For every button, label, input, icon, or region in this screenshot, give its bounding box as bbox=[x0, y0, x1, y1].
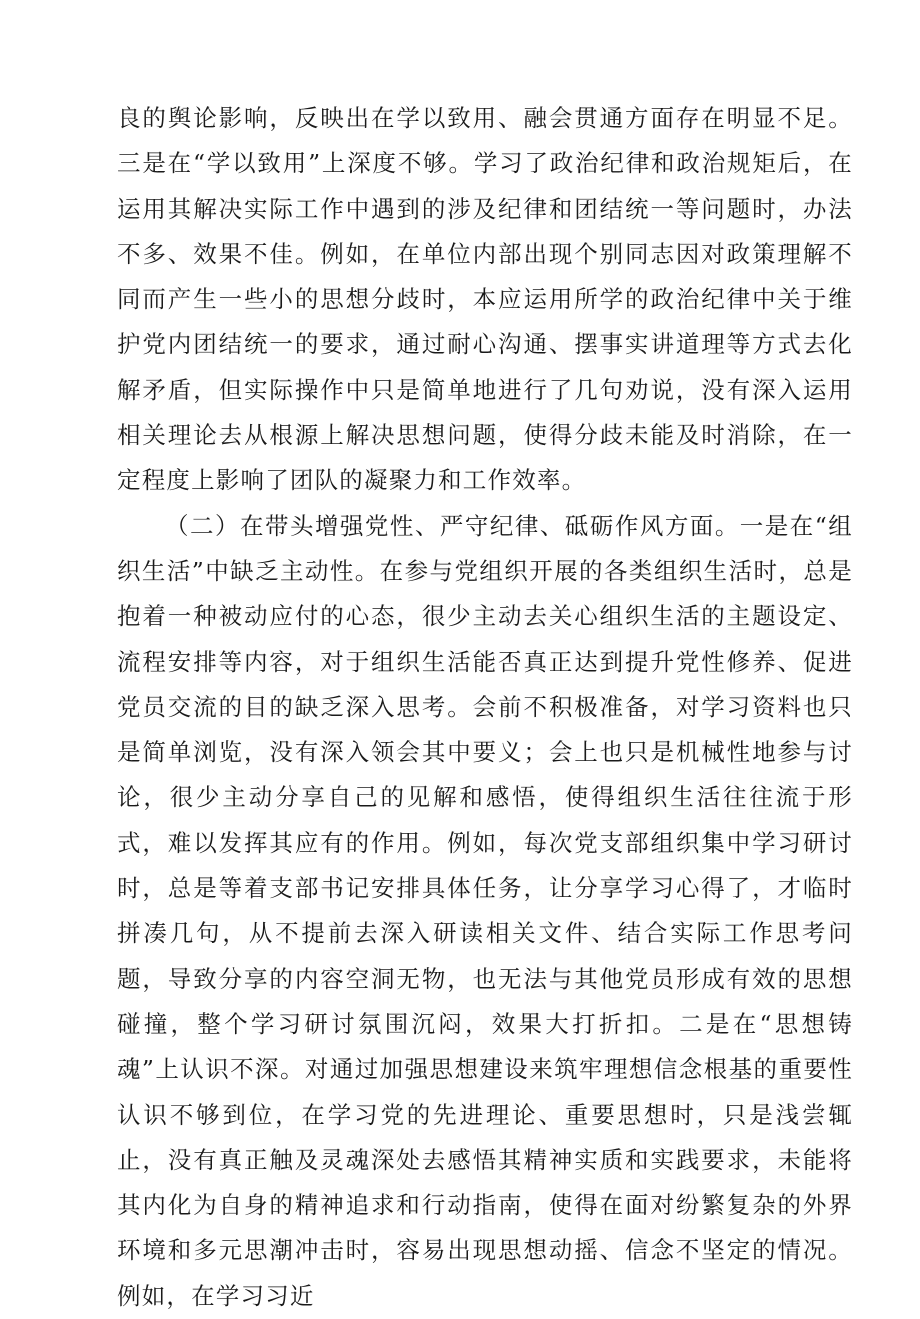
paragraph-section-two: （二）在带头增强党性、严守纪律、砥砺作风方面。一是在“组织生活”中缺乏主动性。在参与党组织开展的各类组织生活时，总是抱着一种被动应付的心态，很少主动去关心组织生活的主题设定、流程安排等内容，对于组织生活能否真正达到提升党性修养、促进党员交流的目的缺乏深入思考。会前不积极准备，对学习资料也只是简单浏览，没有深入领会其中要义；会上也只是机械性地参与讨论，很少主动分享自己的见解和感悟，使得组织生活往往流于形式，难以发挥其应有的作用。例如，每次党支部组织集中学习研讨时，总是等着支部书记安排具体任务，让分享学习心得了，才临时拼凑几句，从不提前去深入研读相关文件、结合实际工作思考问题，导致分享的内容空洞无物，也无法与其他党员形成有效的思想碰撞，整个学习研讨氛围沉闷，效果大打折扣。二是在“思想铸魂”上认识不深。对通过加强思想建设来筑牢理想信念根基的重要性认识不够到位，在学习党的先进理论、重要思想时，只是浅尝辄止，没有真正触及灵魂深处去感悟其精神实质和实践要求，未能将其内化为自身的精神追求和行动指南，使得在面对纷繁复杂的外界环境和多元思潮冲击时，容易出现思想动摇、信念不坚定的情况。例如，在学习习近 bbox=[117, 511, 853, 1310]
paragraph-continuation: 良的舆论影响，反映出在学以致用、融会贯通方面存在明显不足。三是在“学以致用”上深度不够。学习了政治纪律和政治规矩后，在运用其解决实际工作中遇到的涉及纪律和团结统一等问题时，办法不多、效果不佳。例如，在单位内部出现个别同志因对政策理解不同而产生一些小的思想分歧时，本应运用所学的政治纪律中关于维护党内团结统一的要求，通过耐心沟通、摆事实讲道理等方式去化解矛盾，但实际操作中只是简单地进行了几句劝说，没有深入运用相关理论去从根源上解决思想问题，使得分歧未能及时消除，在一定程度上影响了团队的凝聚力和工作效率。 bbox=[117, 104, 853, 495]
document-body bbox=[117, 96, 853, 1319]
